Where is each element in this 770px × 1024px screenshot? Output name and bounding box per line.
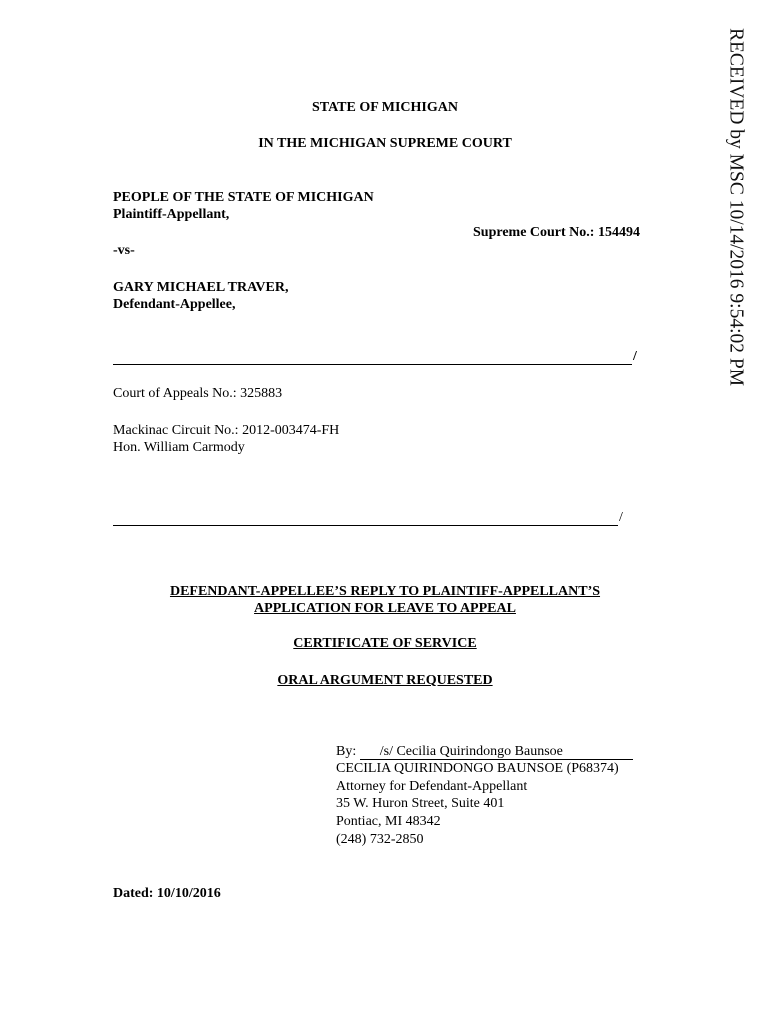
attorney-name: CECILIA QUIRINDONGO BAUNSOE (P68374) [336,761,619,776]
court-heading: IN THE MICHIGAN SUPREME COURT [258,136,512,151]
defendant-name: GARY MICHAEL TRAVER, [113,280,289,295]
caption-rule-1-slash: / [633,349,637,364]
supreme-court-number: Supreme Court No.: 154494 [473,225,640,240]
plaintiff-role: Plaintiff-Appellant, [113,207,230,222]
plaintiff-name: PEOPLE OF THE STATE OF MICHIGAN [113,190,374,205]
caption-rule-2 [113,525,618,526]
judge-name: Hon. William Carmody [113,440,245,455]
oral-argument-requested: ORAL ARGUMENT REQUESTED [277,673,493,688]
signature-line [336,744,633,760]
document-title-line-1: DEFENDANT-APPELLEE’S REPLY TO PLAINTIFF-APPELLANT’S [169,584,601,599]
state-heading: STATE OF MICHIGAN [312,100,458,115]
electronic-signature: /s/ Cecilia Quirindongo Baunsoe [360,745,633,760]
circuit-number: Mackinac Circuit No.: 2012-003474-FH [113,423,340,438]
dated-line: Dated: 10/10/2016 [113,886,221,901]
versus-label: -vs- [113,243,135,258]
received-stamp: RECEIVED by MSC 10/14/2016 9:54:02 PM [725,28,747,387]
defendant-role: Defendant-Appellee, [113,297,236,312]
court-of-appeals-number: Court of Appeals No.: 325883 [113,386,283,401]
attorney-street: 35 W. Huron Street, Suite 401 [336,796,505,811]
document-title-line-2: APPLICATION FOR LEAVE TO APPEAL [254,601,516,616]
attorney-city: Pontiac, MI 48342 [336,814,441,829]
caption-rule-1 [113,364,632,365]
attorney-title: Attorney for Defendant-Appellant [336,779,528,794]
caption-rule-2-slash: / [619,510,623,525]
by-label: By: [336,744,357,759]
certificate-of-service: CERTIFICATE OF SERVICE [293,636,477,651]
attorney-phone: (248) 732-2850 [336,832,424,847]
